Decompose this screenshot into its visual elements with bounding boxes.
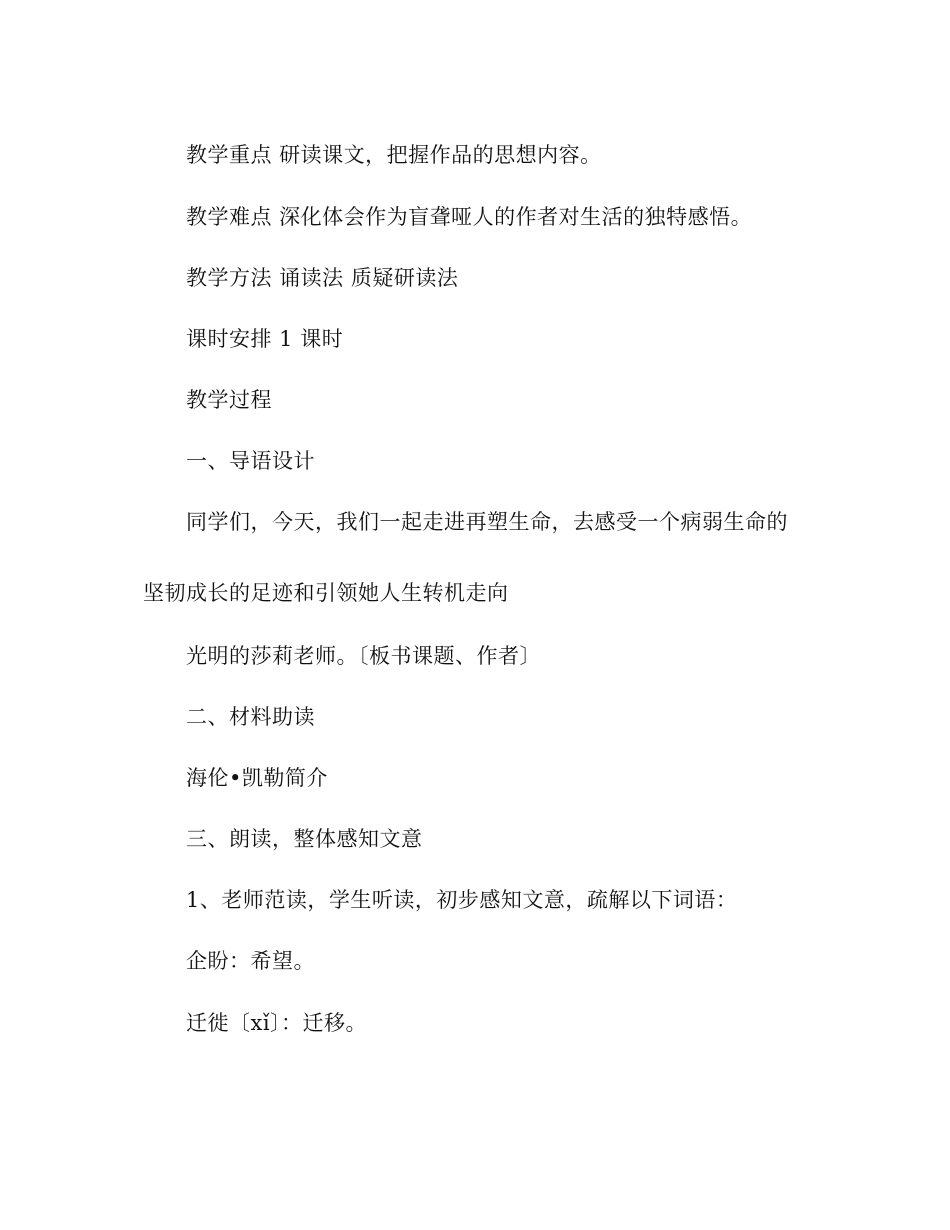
vocab-qipan-line: 企盼：希望。 [186, 949, 315, 973]
intro-paragraph-line-2: 坚韧成长的足迹和引领她人生转机走向 [143, 581, 509, 605]
section-materials-heading: 二、材料助读 [186, 705, 315, 729]
teaching-difficulty-line: 教学难点 深化体会作为盲聋哑人的作者对生活的独特感悟。 [186, 205, 753, 229]
teacher-reading-line: 1、老师范读，学生听读，初步感知文意，疏解以下词语： [186, 888, 738, 912]
helen-keller-intro-line: 海伦•凯勒简介 [186, 766, 328, 790]
intro-paragraph-line-3: 光明的莎莉老师。〔板书课题、作者〕 [186, 644, 541, 668]
section-intro-heading: 一、导语设计 [186, 449, 315, 473]
teaching-process-heading: 教学过程 [186, 388, 272, 412]
teaching-focus-line: 教学重点 研读课文，把握作品的思想内容。 [186, 143, 602, 167]
vocab-qianxi-line: 迁徙〔xǐ〕：迁移。 [186, 1011, 368, 1035]
intro-paragraph-line-1: 同学们，今天，我们一起走进再塑生命，去感受一个病弱生命的 [186, 510, 788, 534]
section-reading-heading: 三、朗读，整体感知文意 [186, 827, 423, 851]
teaching-method-line: 教学方法 诵读法 质疑研读法 [186, 266, 459, 290]
class-schedule-line: 课时安排 1 课时 [186, 327, 344, 351]
